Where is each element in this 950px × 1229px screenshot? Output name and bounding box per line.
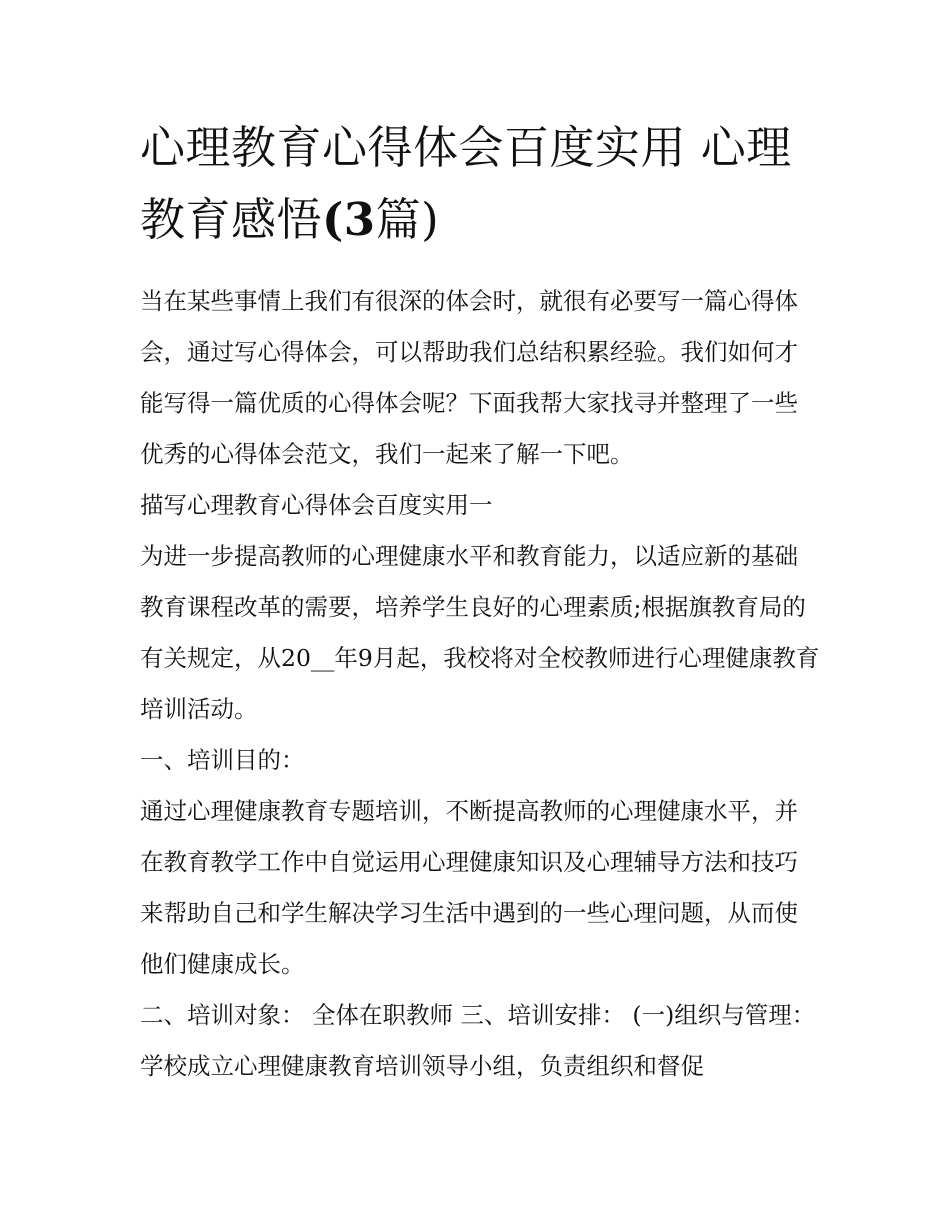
paragraph: 通过心理健康教育专题培训，不断提高教师的心理健康水平，并在教育教学工作中自觉运用心理健康知识及心理辅导方法和技巧来帮助自己和学生解决学习生活中遇到的一些心理问题，从而使他们健康成长。 (140, 797, 798, 978)
subsection-heading: 一、培训目的： (140, 746, 305, 774)
section-heading: 描写心理教育心得体会百度实用一 (140, 491, 493, 519)
paragraph: 为进一步提高教师的心理健康水平和教育能力，以适应新的基础教育课程改革的需要，培养学生良好的心理素质;根据旗教育局的有关规定，从20__年9月起，我校将对全校教师进行心理健康教育培训活动。 (140, 542, 820, 723)
document-title: 心理教育心得体会百度实用 心理教育感悟(3篇) (140, 121, 792, 246)
document-body (140, 276, 820, 1092)
title-count: (3 (322, 193, 376, 246)
paragraph: 二、培训对象： 全体在职教师 三、培训安排： (一)组织与管理： 学校成立心理健康教育培训领导小组，负责组织和督促 (140, 1001, 816, 1080)
paragraph-intro: 当在某些事情上我们有很深的体会时，就很有必要写一篇心得体会，通过写心得体会，可以帮助我们总结积累经验。我们如何才能写得一篇优质的心得体会呢？下面我帮大家找寻并整理了一些优秀的心得体会范文，我们一起来了解一下吧。 (140, 287, 798, 468)
